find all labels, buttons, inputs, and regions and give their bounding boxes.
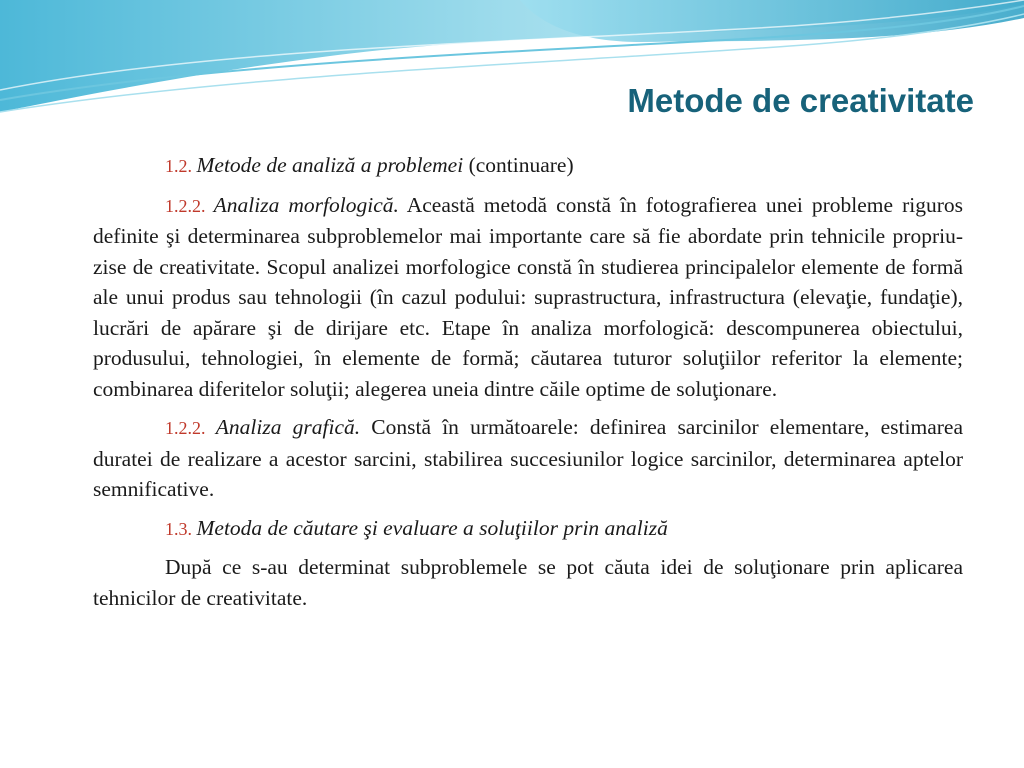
paragraph-conclusion xyxy=(93,552,963,613)
section-number: 1.2.2. xyxy=(165,195,214,216)
paragraph-text: Această metodă constă în fotografierea unei probleme riguros definite şi determinarea subproblemelor mai importante care să fie abordate prin tehnicile propriu-zise de creativitate. Scopul analizei morfologice constă în studierea principalelor elemente de formă ale unui produs sau tehnologii (în cazul podului: suprastructura, infrastructura (elevaţie, fundaţie), lucrări de apărare şi de dirijare etc. Etape în analiza morfologică: descompunerea obiectului, produsului, tehnologiei, în elemente de formă; căutarea tuturor soluţiilor referitor la elemente; combinarea diferitelor soluţii; alegerea uneia dintre căile optime de soluţionare. xyxy=(93,192,963,401)
paragraph-analiza-morfologica xyxy=(93,190,963,405)
section-heading: Analiza grafică. xyxy=(215,415,361,439)
paragraph-1-2 xyxy=(93,150,963,182)
slide-title: Metode de creativitate xyxy=(627,82,974,119)
paragraph-text: Constă în următoarele: definirea sarcinilor elementare, estimarea duratei de realizare a acestor sarcini, stabilirea succesiunilor logice sarcinilor, determinarea aptelor semnificative. xyxy=(93,415,963,501)
paragraph-analiza-grafica xyxy=(93,412,963,505)
paragraph-text: După ce s-au determinat subproblemele se pot căuta idei de soluţionare prin aplicarea tehnicilor de creativitate. xyxy=(93,555,963,610)
slide-body xyxy=(93,150,963,621)
section-heading: Metoda de căutare şi evaluare a soluţiilor prin analiză xyxy=(196,515,668,540)
section-number: 1.2. xyxy=(165,156,197,176)
section-heading: Analiza morfologică. xyxy=(213,192,399,217)
section-heading: Metode de analiză a problemei xyxy=(196,153,464,177)
section-number: 1.3. xyxy=(165,518,197,539)
paragraph-1-3 xyxy=(93,513,963,545)
section-number: 1.2.2. xyxy=(165,418,216,438)
paragraph-text: (continuare) xyxy=(463,153,574,177)
